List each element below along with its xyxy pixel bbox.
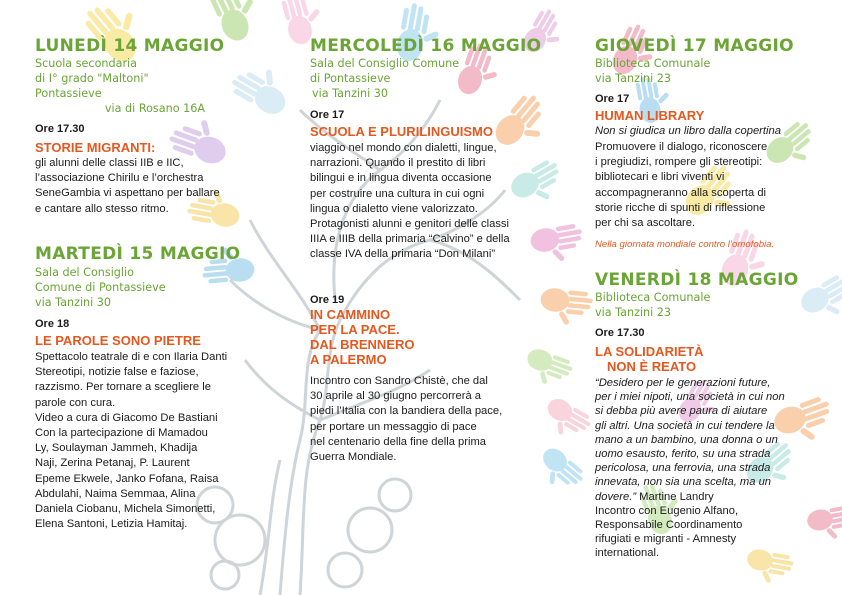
quote-line: per i miei nipoti, una società in cui non	[595, 391, 785, 404]
description-line: IIIA e IIIB della primaria “Calvino” e della	[310, 233, 510, 246]
event-time: Ore 17	[310, 109, 345, 121]
quote-line: innevata, non sia una scelta, ma un	[595, 476, 772, 489]
location-block	[595, 290, 710, 320]
event-title: LE PAROLE SONO PIETRE	[35, 333, 201, 348]
description-line: per costruire una cultura in cui ogni	[310, 187, 485, 200]
description-line: Naji, Zerina Petanaj, P. Laurent	[35, 457, 190, 470]
quote-line: gli altri. Una società in cui tendere la	[595, 419, 775, 432]
quote-line: “Desidero per le generazioni future,	[595, 377, 771, 389]
event-time: Ore 17	[595, 93, 630, 105]
title-line: PER LA PACE.	[310, 322, 400, 337]
description-line: accompagneranno alla scoperta di	[595, 186, 767, 199]
location-line: di I° grado "Maltoni"	[35, 72, 149, 85]
location-line: Comune di Pontassieve	[35, 281, 166, 294]
location-line: via Tanzini 30	[35, 296, 112, 309]
description-line: Protagonisti alunni e genitori delle classi	[310, 218, 510, 231]
event-time: Ore 19	[310, 294, 345, 306]
description-line: per chi sa ascoltare.	[595, 217, 696, 230]
description-line: lingua o dialetto viene valorizzato.	[310, 202, 478, 215]
title-line: DAL BRENNERO	[310, 337, 415, 352]
description-line: storie ricche di spunti di riflessione	[595, 201, 766, 214]
event-title	[595, 344, 765, 374]
event-description	[310, 374, 502, 465]
day-heading-giovedi: GIOVEDÌ 17 MAGGIO	[595, 36, 794, 56]
day-heading-mercoledi: MERCOLEDÌ 16 MAGGIO	[310, 36, 542, 56]
event-title: SCUOLA E PLURILINGUISMO	[310, 124, 493, 139]
description-line: gli alunni delle classi IIB e IIC,	[35, 157, 184, 169]
description-line: Responsabile Coordinamento	[595, 519, 743, 532]
location-line: Sala del Consiglio Comune	[310, 57, 460, 70]
event-title	[310, 307, 415, 367]
description-line: classe IVA della primaria “Don Milani”	[310, 248, 496, 261]
location-block	[35, 265, 166, 310]
quote-line: pericolosa, una ferrovia, una strada	[595, 462, 771, 475]
quote-line: uomo esausto, ferito, su una strada	[595, 448, 771, 461]
location-line: via di Rosano 16A	[104, 102, 205, 115]
location-line: Scuola secondaria	[35, 57, 138, 70]
title-line: LA SOLIDARIETÀ	[595, 344, 704, 359]
quote-end-line	[595, 490, 785, 504]
description-line: Promuovere il dialogo, riconoscere	[595, 141, 768, 153]
location-line: via Tanzini 30	[312, 87, 389, 100]
quote-line: si debba più avere paura di aiutare	[595, 405, 768, 418]
description-line: viaggio nel mondo con dialetti, lingue,	[310, 142, 497, 154]
description-line: nel centenario della fine della prima	[310, 435, 487, 448]
location-block	[595, 56, 710, 86]
quote-author: Martine Landry	[639, 490, 714, 503]
location-line: Pontassieve	[35, 87, 102, 100]
description-line: Video a cura di Giacomo De Bastiani	[35, 411, 218, 424]
description-line: Epeme Ekwele, Janko Fofana, Raisa	[35, 472, 219, 485]
description-line: Guerra Mondiale.	[310, 451, 397, 464]
description-line: narrazioni. Quando il prestito di libri	[310, 157, 486, 170]
day-heading-martedi: MARTEDÌ 15 MAGGIO	[35, 244, 241, 264]
quote-line: mano a un bambino, una donna o un	[595, 433, 778, 446]
description-line: SeneGambia vi aspettano per ballare	[35, 187, 220, 200]
location-line: di Pontassieve	[310, 72, 391, 85]
description-line: bilingui e in lingua diventa occasione	[310, 172, 492, 185]
description-line: razzismo. Per tornare a scegliere le	[35, 381, 211, 394]
location-block	[310, 56, 540, 101]
event-quote	[595, 376, 785, 561]
description-line: piedi l’Italia con la bandiera della pace,	[310, 405, 503, 418]
description-line: Elena Santoni, Letizia Hamitaj.	[35, 518, 188, 531]
description-line: Ly, Soulayman Jammeh, Khadija	[35, 442, 198, 455]
event-title: HUMAN LIBRARY	[595, 108, 705, 123]
day-heading-lunedi: LUNEDÌ 14 MAGGIO	[35, 36, 225, 56]
description-line: 30 aprile al 30 giugno percorrerà a	[310, 390, 482, 403]
event-note: Nella giornata mondiale contro l’omofobia.	[595, 239, 775, 250]
title-line: NON È REATO	[607, 359, 697, 374]
event-time: Ore 18	[35, 318, 70, 330]
description-line: e cantare allo stesso ritmo.	[35, 202, 169, 215]
description-line: i pregiudizi, rompere gli stereotipi:	[595, 156, 763, 169]
location-line: via Tanzini 23	[595, 306, 672, 319]
location-line: Biblioteca Comunale	[595, 57, 711, 70]
description-line: per portare un messaggio di pace	[310, 420, 477, 433]
event-subtitle: Non si giudica un libro dalla copertina	[595, 125, 781, 137]
event-description	[310, 141, 510, 263]
description-line: l’associazione Chirilu e l’orchestra	[35, 172, 204, 185]
event-title: STORIE MIGRANTI:	[35, 140, 156, 155]
event-description	[595, 140, 767, 231]
day-heading-venerdi: VENERDÌ 18 MAGGIO	[595, 270, 799, 290]
description-line: Incontro con Sandro Chistè, che dal	[310, 375, 488, 387]
event-time: Ore 17.30	[595, 327, 645, 339]
description-line: parole con cura.	[35, 396, 116, 409]
title-line: A PALERMO	[310, 352, 387, 367]
quote-end: dovere.”	[595, 490, 637, 503]
description-line: Abdulahi, Naima Semmaa, Alina	[35, 487, 196, 500]
event-description	[35, 156, 220, 217]
description-line: international.	[595, 547, 660, 560]
description-line: rifugiati e migranti - Amnesty	[595, 533, 737, 546]
location-line: via Tanzini 23	[595, 72, 672, 85]
description-line: Incontro con Eugenio Alfano,	[595, 504, 739, 517]
event-time: Ore 17.30	[35, 123, 85, 135]
description-line: Daniela Ciobanu, Michela Simonetti,	[35, 503, 216, 516]
description-line: bibliotecari e libri viventi vi	[595, 171, 725, 184]
location-block	[35, 56, 235, 116]
description-line: Con la partecipazione di Mamadou	[35, 427, 208, 440]
title-line: IN CAMMINO	[310, 307, 391, 322]
location-line: Sala del Consiglio	[35, 266, 134, 279]
event-description	[35, 350, 227, 532]
description-line: Spettacolo teatrale di e con Ilaria Danti	[35, 351, 228, 363]
location-line: Biblioteca Comunale	[595, 291, 711, 304]
description-line: Stereotipi, notizie false e faziose,	[35, 366, 199, 379]
